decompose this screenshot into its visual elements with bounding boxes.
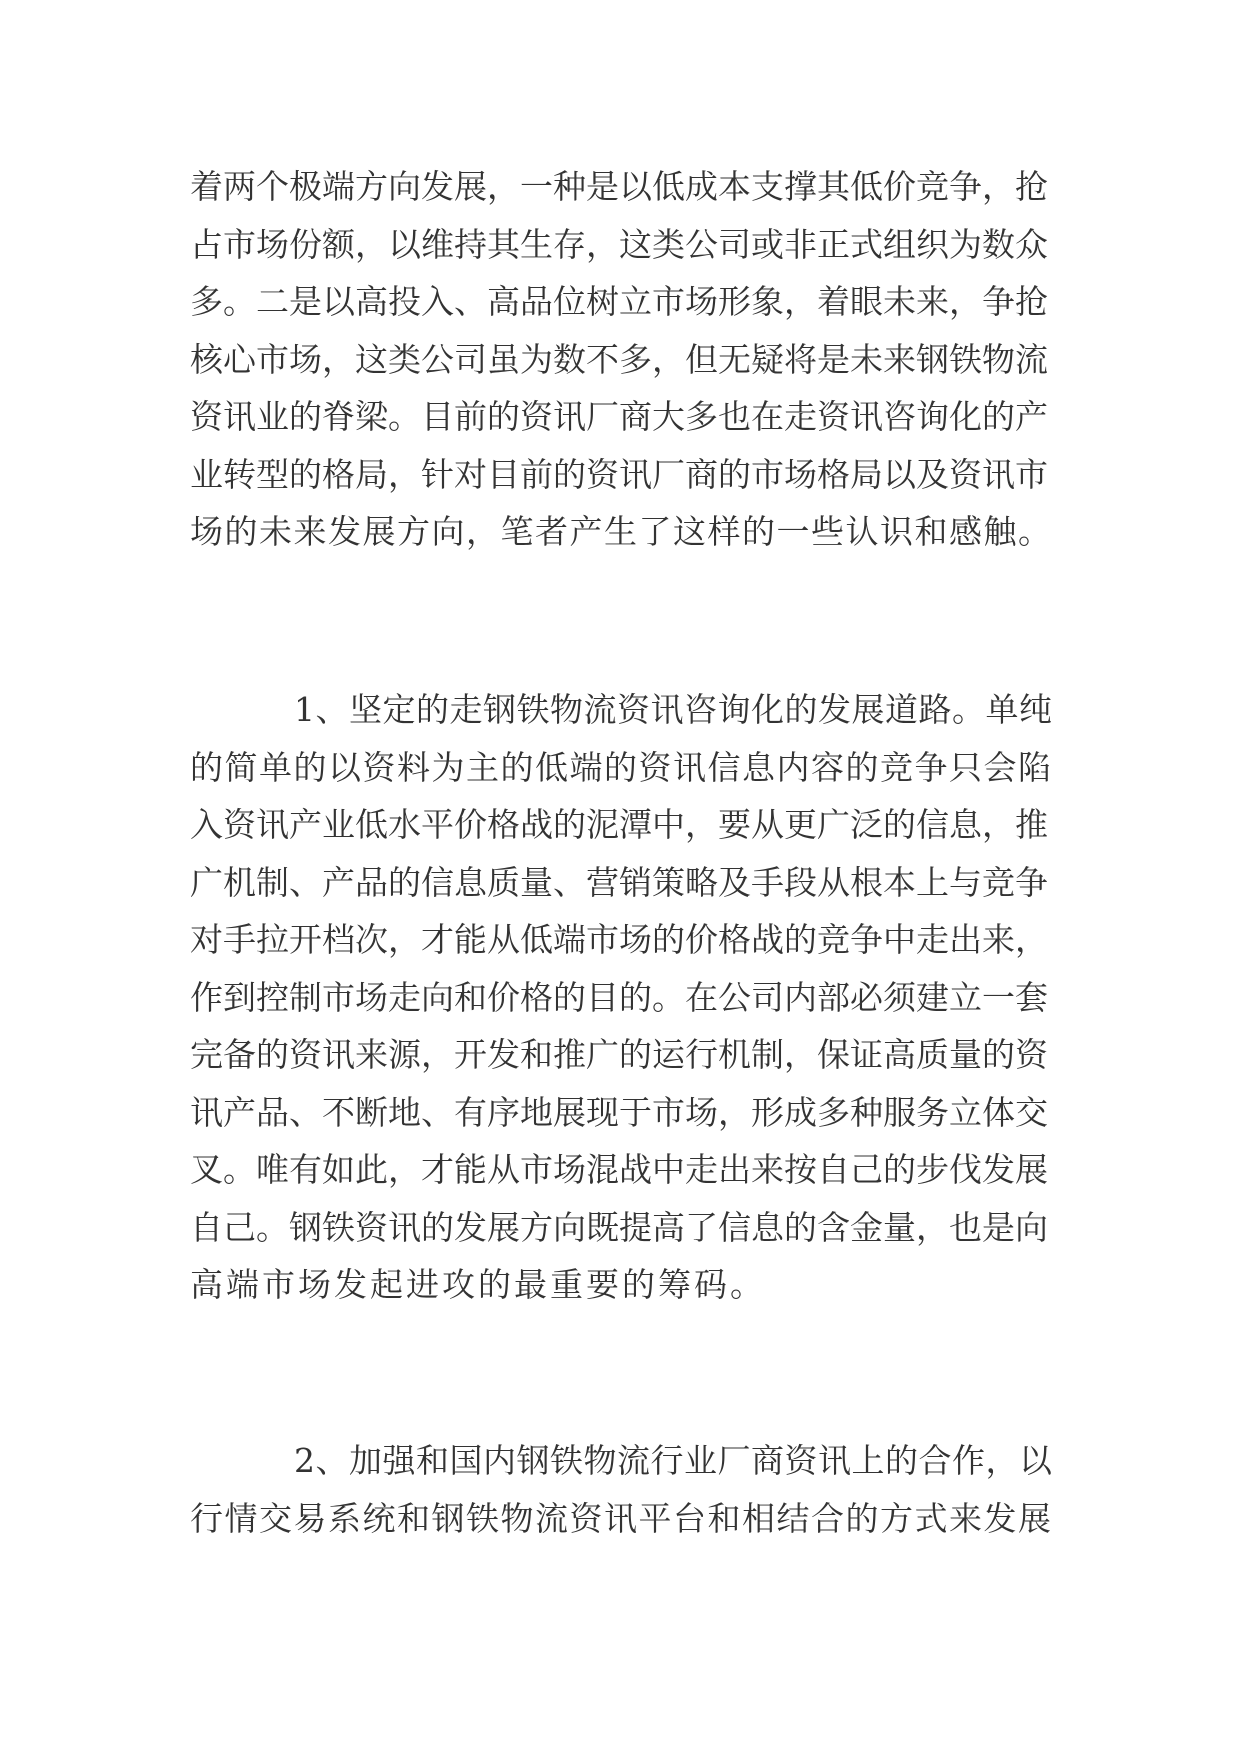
text-line: 着两个极端方向发展，一种是以低成本支撑其低价竞争，抢 xyxy=(190,167,1048,206)
text-line: 高端市场发起进攻的最重要的筹码。 xyxy=(190,1265,766,1304)
text-line: 核心市场，这类公司虽为数不多，但无疑将是未来钢铁物流 xyxy=(190,339,1048,379)
text-line: 占市场份额，以维持其生存，这类公司或非正式组织为数众 xyxy=(190,224,1048,264)
text-line: 叉。唯有如此，才能从市场混战中走出来按自己的步伐发展 xyxy=(190,1150,1048,1189)
text-line: 广机制、产品的信息质量、营销策略及手段从根本上与竞争 xyxy=(190,862,1048,902)
text-line: 行情交易系统和钢铁物流资讯平台和相结合的方式来发展 xyxy=(190,1498,1053,1538)
paragraph-market-polarization xyxy=(190,158,1060,561)
text-line: 作到控制市场走向和价格的目的。在公司内部必须建立一套 xyxy=(190,977,1048,1017)
text-line: 业转型的格局，针对目前的资讯厂商的市场格局以及资讯市 xyxy=(190,454,1048,494)
paragraph-point-1-consulting xyxy=(190,681,1060,1314)
text-line: 讯产品、不断地、有序地展现于市场，形成多种服务立体交 xyxy=(190,1092,1048,1132)
text-line: 对手拉开档次，才能从低端市场的价格战的竞争中走出来， xyxy=(190,920,1048,959)
text-line: 完备的资讯来源，开发和推广的运行机制，保证高质量的资 xyxy=(190,1035,1048,1074)
paragraph-point-2-cooperation xyxy=(190,1432,1060,1547)
text-line-first: 1、坚定的走钢铁物流资讯咨询化的发展道路。单纯 xyxy=(294,690,1053,729)
text-line: 入资讯产业低水平价格战的泥潭中，要从更广泛的信息，推 xyxy=(190,805,1048,844)
text-line: 资讯业的脊梁。目前的资讯厂商大多也在走资讯咨询化的产 xyxy=(190,397,1048,436)
text-line: 的简单的以资料为主的低端的资讯信息内容的竞争只会陷 xyxy=(190,747,1053,787)
text-line: 场的未来发展方向，笔者产生了这样的一些认识和感触。 xyxy=(190,512,1053,551)
text-line: 自己。钢铁资讯的发展方向既提高了信息的含金量，也是向 xyxy=(190,1207,1048,1247)
text-line: 多。二是以高投入、高品位树立市场形象，着眼未来，争抢 xyxy=(190,282,1048,321)
text-line-first: 2、加强和国内钢铁物流行业厂商资讯上的合作，以 xyxy=(294,1441,1053,1480)
